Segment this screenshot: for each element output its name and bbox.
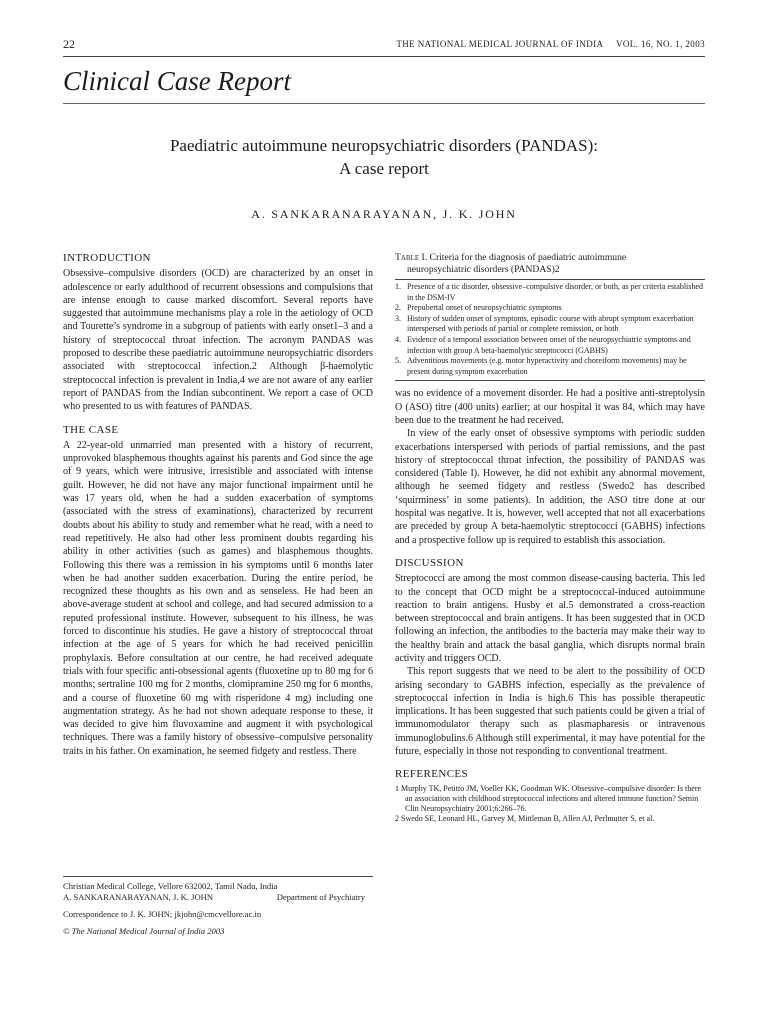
journal-info: THE NATIONAL MEDICAL JOURNAL OF INDIA VOL. 16, NO. 1, 2003 [396, 39, 705, 49]
case-continued-paragraph-2: In view of the early onset of obsessive symptoms with periodic sudden exacerbations interspersed with periods of partial remissions, and the past history of streptococcal throat infection, the possibility of PANDAS was considered (Table I). However, he did not exhibit any abnormal movement, although he seemed fidgety and restless (Swedo2 has described ‘squirminess’ in some patients). In addition, the ASO titre done at our hospital was negative. It is, however, well accepted that not all exacerbations are preceded by group A beta-haemolytic streptococci (GABHS) infections and a prospective follow up is required to establish this association. [395, 428, 705, 546]
authors: A. SANKARANARAYANAN, J. K. JOHN [251, 207, 517, 221]
case-heading: THE CASE [63, 423, 119, 436]
reference-item: 1 Murphy TK, Petitto JM, Voeller KK, Goodman WK. Obsessive–compulsive disorder: Is there an association with childhood streptococcal infections and altered immune function? Semin Clin Neuropsychiatry 2001;6:266–76. [395, 783, 702, 813]
table-caption-line-2: neuropsychiatric disorders (PANDAS)2 [407, 264, 560, 275]
introduction-heading: INTRODUCTION [63, 252, 151, 264]
discussion-heading: DISCUSSION [395, 556, 464, 569]
criteria-item: 3. History of sudden onset of symptoms, episodic course with abrupt symptom exacerbation interspersed with periods of partial or complete remission, or both [395, 313, 694, 334]
table-label: Table I. [395, 252, 428, 263]
author-department-row [63, 892, 373, 903]
affiliation: Christian Medical College, Vellore 632002, Tamil Nadu, India [63, 881, 278, 891]
case-continued-paragraph-1: was no evidence of a movement disorder. He had a positive anti-streptolysin O (ASO) titre (400 units) earlier; at our hospital it was 84, which may have been due to the treatment he had received. [395, 388, 705, 426]
footnote-rule [63, 876, 373, 877]
right-column [395, 252, 705, 824]
header-rule [63, 56, 705, 57]
article-title [63, 134, 705, 180]
correspondence: Correspondence to J. K. JOHN; jkjohn@cmcvellore.ac.in [63, 909, 262, 919]
article-title-line-2: A case report [339, 159, 429, 178]
criteria-item: 5. Adventitious movements (e.g. motor hyperactivity and choreiform movements) may be present during symptom exacerbation [395, 356, 687, 376]
table-caption-line-1: Criteria for the diagnosis of paediatric autoimmune [429, 252, 627, 263]
department: Department of Psychiatry [276, 892, 365, 902]
footnote-authors: A. SANKARANARAYANAN, J. K. JOHN [63, 892, 214, 902]
section-rule [63, 103, 705, 104]
table-bottom-rule [395, 380, 705, 381]
discussion-paragraph-2: This report suggests that we need to be alert to the possibility of OCD arising secondary to GABHS infection, especially as the prevalence of streptococcal infection in India is high.6 This has possible therapeutic implications. It has been suggested that such patients could be given a trial of immunomodulator therapy such as plasmapharesis or intravenous immunoglobulins.6 Although still experimental, it may have potential for the future, especially in those not responding to conventional treatment. [395, 666, 705, 758]
case-paragraph: A 22-year-old unmarried man presented with a history of recurrent, unprovoked blasphemous thoughts against his parents and God since the age of 9 years, which were intrusive, irresistible and associated with intense guilt. However, he did not have any major functional impairment until he was 17 years old, when he had a sudden exacerbation of symptoms (associated with the stress of examinations), characterized by recurrent doubts about his ability to study and remember what he read, with a need to read repetitively. He also had other less prominent doubts regarding his ability in other activities (such as games) and blasphemous thoughts. Following this there was a remission in his symptoms until 6 months later when he had another sudden exacerbation. During the entire period, he recognized these thoughts as his own and as senseless. He had been an above-average student at school and college, and had secured admission to a reputed professional institute. However, subsequent to his illness, he was forced to discontinue his studies. He gave a history of streptococcal throat infection at the age of 5 years for which he had received penicillin prophylaxis. Before consultation at our centre, he had received adequate trials with four specific anti-obsessional agents (fluoxetine up to 80 mg for 6 months; sertraline 100 mg for 2 months, clomipramine 250 mg for 6 months, and a course of fluoxetine 60 mg with risperidone 4 mg) including one augmentation strategy. As he had not shown adequate response to these, it was decided to give him fluvoxamine and augment it with psychological techniques. There was a family history of obsessive–compulsive personality traits in his father. On examination, he seemed fidgety and restless. There [63, 439, 373, 757]
discussion-paragraph-1: Streptococci are among the most common disease-causing bacteria. This led to the concept that OCD might be a streptococcal-induced autoimmune reaction to brain antigens. Husby et al.5 demonstrated a cross-reaction between streptococcal and brain antigens. It has been suggested that in OCD following an infection, the antibodies to the bacteria may make their way to the healthy brain and attack the basal ganglia, which disrupts normal brain activity and triggers OCD. [395, 573, 705, 664]
left-column [63, 252, 373, 758]
footnotes [63, 881, 373, 937]
copyright: © The National Medical Journal of India 2003 [63, 926, 225, 936]
table-caption [395, 252, 705, 276]
references-heading: REFERENCES [395, 768, 469, 781]
table-top-rule [395, 279, 705, 280]
references-list [395, 784, 705, 824]
section-title: Clinical Case Report [63, 66, 291, 96]
criteria-item: 2. Prepubertal onset of neuropsychiatric symptoms [395, 303, 562, 313]
article-title-line-1: Paediatric autoimmune neuropsychiatric disorders (PANDAS): [169, 136, 599, 155]
reference-item: 2 Swedo SE, Leonard HL, Garvey M, Mittleman B, Allen AJ, Perlmutter S, et al. [395, 813, 655, 823]
criteria-list [395, 282, 705, 377]
introduction-paragraph: Obsessive–compulsive disorders (OCD) are characterized by an onset in adolescence or early adulthood of recurrent obsessions and compulsions that are intense enough to cause marked discomfort. Several reports have suggested that autoimmune mechanisms play a role in the aetiology of OCD and Tourette’s syndrome in a subgroup of patients with early onset1–3 and a history of streptococcal throat infection. The acronym PANDAS was proposed to describe these paediatric autoimmune neuropsychiatric disorders associated with streptococcal infection.2 Although β-haemolytic streptococcal infection is prevalent in India,4 we are not aware of any earlier report of PANDAS from the Indian subcontinent. We report a case of OCD who presented to us with features of PANDAS. [63, 268, 373, 413]
criteria-item: 1. Presence of a tic disorder, obsessive–compulsive disorder, or both, as per criteria established in the DSM-IV [395, 282, 703, 302]
criteria-item: 4. Evidence of a temporal association between onset of the neuropsychiatric symptoms and infection with group A beta-haemolytic streptococci (GABHS) [395, 334, 691, 355]
page-number: 22 [63, 37, 75, 51]
